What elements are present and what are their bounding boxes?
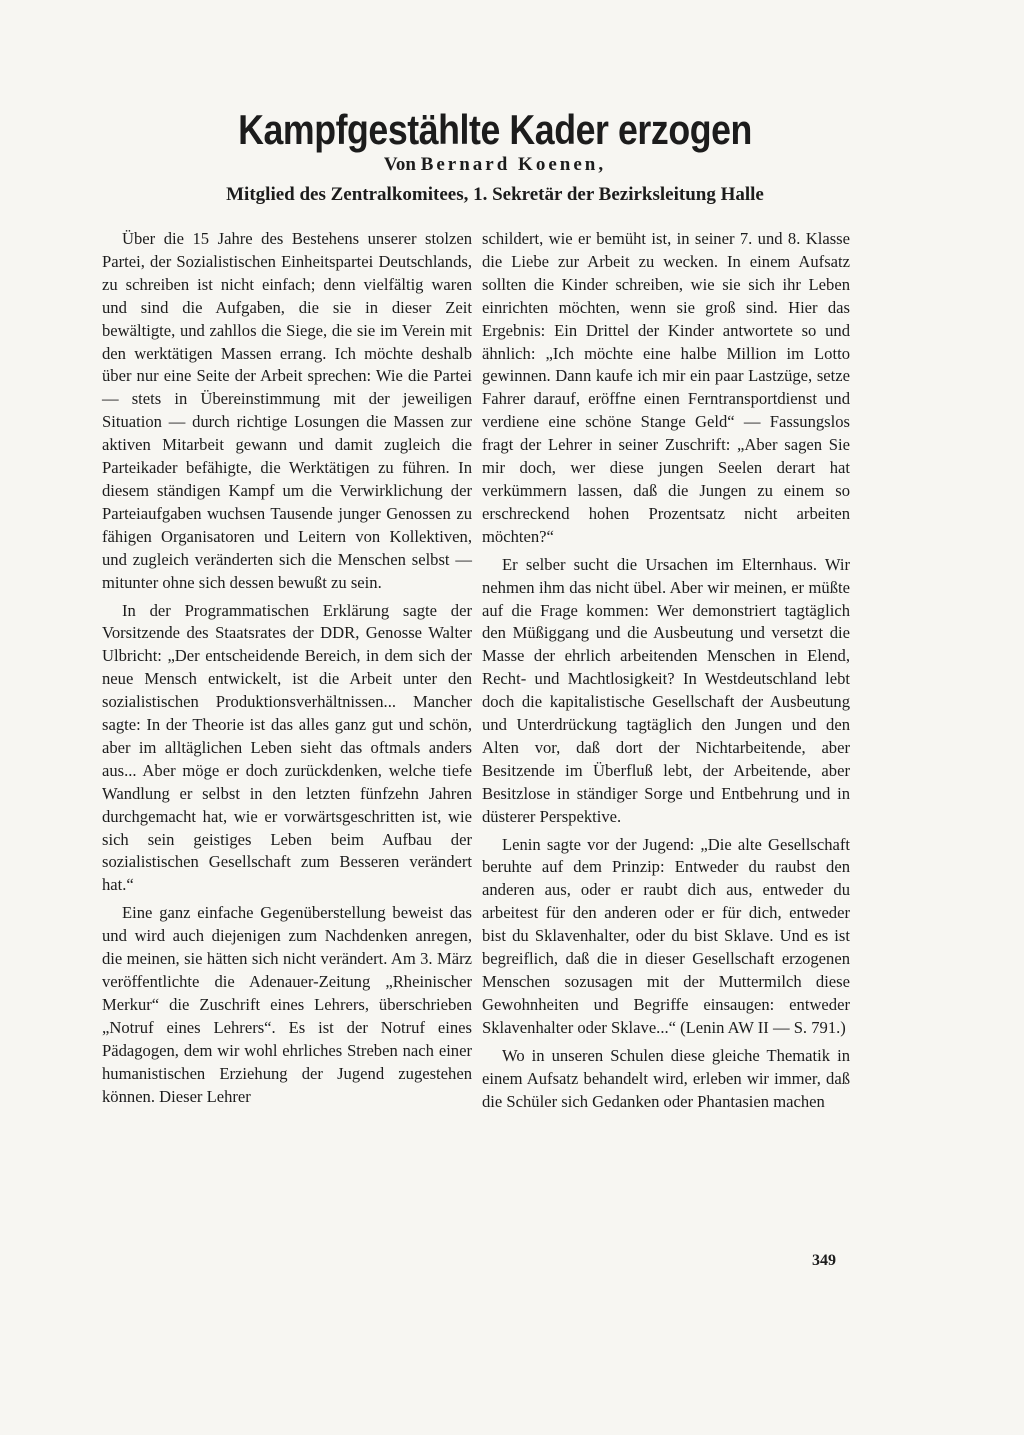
left-column — [102, 228, 472, 1113]
author-prefix: Von — [383, 154, 416, 175]
paragraph: Über die 15 Jahre des Bestehens unserer stolzen Partei, der Sozialistischen Einheitspartei Deutschlands, zu schreiben ist nicht einfach; denn vielfältig waren und sind die Aufgaben, die sie in dieser Zeit bewältigte, und zahllos die Siege, die sie im Verein mit den werktätigen Massen errang. Ich möchte deshalb über nur eine Seite der Arbeit sprechen: Wie die Partei — stets in Übereinstimmung mit der jeweiligen Situation — durch richtige Losungen die Massen zur aktiven Mitarbeit gewann und damit zugleich die Parteikader befähigte, die Werktätigen zu führen. In diesem ständigen Kampf um die Verwirklichung der Parteiaufgaben wuchsen Tausende junger Genossen zu fähigen Organisatoren und Leitern von Kollektiven, und zugleich veränderten sich die Menschen selbst — mitunter ohne sich dessen bewußt zu sein. — [102, 229, 472, 592]
paragraph: Eine ganz einfache Gegenüberstellung beweist das und wird auch diejenigen zum Nachdenken anregen, die meinen, sie hätten sich nicht verändert. Am 3. März veröffentlichte die Adenauer-Zeitung „Rheinischer Merkur“ die Zuschrift eines Lehrers, überschrieben „Notruf eines Lehrers“. Es ist der Notruf eines Pädagogen, dem wir wohl ehrliches Streben nach einer humanistischen Erziehung der Jugend zugestehen können. Dieser Lehrer — [102, 903, 472, 1106]
paragraph: Lenin sagte vor der Jugend: „Die alte Gesellschaft beruhte auf dem Prinzip: Entweder du raubst den anderen aus, oder er raubt dich aus, entweder du arbeitest für den anderen oder er für dich, entweder bist du Sklavenhalter, oder du bist Sklave. Und es ist begreiflich, daß die in dieser Gesellschaft erzogenen Menschen sozusagen mit der Muttermilch diese Gewohnheiten und Begriffe einsaugen: entweder Sklavenhalter oder Sklave...“ (Lenin AW II — S. 791.) — [482, 834, 850, 1037]
author-line — [100, 150, 890, 180]
author-role: Mitglied des Zentralkomitees, 1. Sekretär der Bezirksleitung Halle — [226, 184, 764, 205]
paragraph: In der Programmatischen Erklärung sagte der Vorsitzende des Staatsrates der DDR, Genosse Walter Ulbricht: „Der entscheidende Bereich, in dem sich der neue Mensch entwickelt, ist die Arbeit unter den sozialistischen Produktionsverhältnissen... Mancher sagte: In der Theorie ist das alles ganz gut und schön, aber im alltäglichen Leben sieht das oftmals anders aus... Aber möge er doch zurückdenken, welche tiefe Wandlung er selbst in den letzten fünfzehn Jahren durchgemacht hat, wie er vorwärtsgeschritten ist, wie sich sein geistiges Leben beim Aufbau der sozialistischen Gesellschaft zum Besseren verändert hat.“ — [102, 600, 472, 895]
paragraph: Er selber sucht die Ursachen im Elternhaus. Wir nehmen ihm das nicht übel. Aber wir meinen, er müßte auf die Frage kommen: Wer demonstriert tagtäglich den Müßiggang und die Ausbeutung und versetzt die Masse der ehrlich arbeitenden Menschen in Elend, Recht- und Machtlosigkeit? In Westdeutschland lebt doch die kapitalistische Gesellschaft der Ausbeutung und Unterdrückung tagtäglich den Jungen und den Alten vor, daß dort der Nichtarbeitende, aber Besitzende im Überfluß lebt, der Arbeitende, aber Besitzlose in ständiger Sorge und Entbehrung und in düsterer Perspektive. — [482, 554, 850, 826]
paragraph: Wo in unseren Schulen diese gleiche Thematik in einem Aufsatz behandelt wird, erleben wir immer, daß die Schüler sich Gedanken oder Phantasien machen — [482, 1045, 850, 1111]
paragraph-continued: schildert, wie er bemüht ist, in seiner 7. und 8. Klasse die Liebe zur Arbeit zu wecken. In einem Aufsatz sollten die Kinder schreiben, wie sie sich ihr Leben einrichten möchten, wenn sie groß sind. Hier das Ergebnis: Ein Drittel der Kinder antwortete so und ähnlich: „Ich möchte eine halbe Million im Lotto gewinnen. Dann kaufe ich mir ein paar Lastzüge, setze Fahrer darauf, eröffne einen Ferntransportdienst und verdiene eine schöne Stange Geld“ — Fassungslos fragt der Lehrer in seiner Zuschrift: „Aber sagen Sie mir doch, wer diese jungen Seelen derart hat verkümmern lassen, daß die Jungen zu einem so erschreckend hohen Prozentsatz nicht arbeiten möchten?“ — [482, 229, 850, 546]
right-column — [482, 228, 850, 1118]
author-name: Bernard Koenen, — [420, 154, 607, 175]
author-block — [100, 150, 890, 210]
article-title: Kampfgestählte Kader erzogen — [238, 106, 752, 154]
page-number: 349 — [812, 1252, 836, 1269]
